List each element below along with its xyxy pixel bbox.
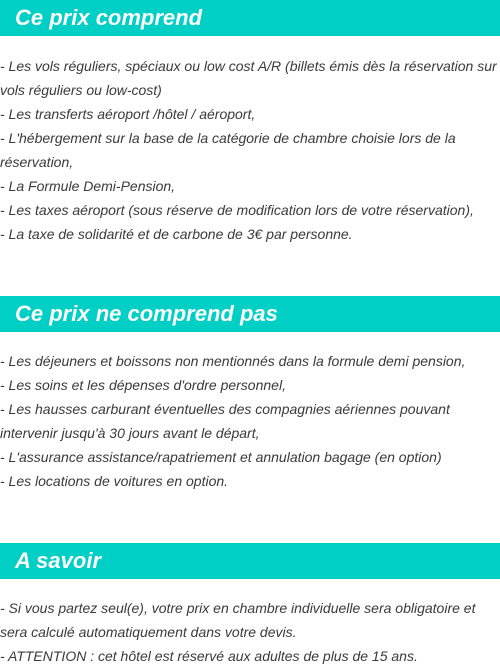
section-title-excludes: Ce prix ne comprend pas (0, 296, 500, 332)
section-price-excludes (0, 296, 500, 493)
list-item: - L'hébergement sur la base de la catégorie de chambre choisie lors de la réservation, (0, 130, 456, 170)
list-item: - ATTENTION : cet hôtel est réservé aux adultes de plus de 15 ans. (0, 648, 418, 664)
list-item: - Les taxes aéroport (sous réserve de modification lors de votre réservation), (0, 202, 474, 218)
list-item: - Si vous partez seul(e), votre prix en chambre individuelle sera obligatoire et sera calculé automatiquement dans votre devis. (0, 600, 476, 640)
list-item: - La Formule Demi-Pension, (0, 178, 176, 194)
section-good-to-know (0, 543, 500, 668)
list-item: - Les vols réguliers, spéciaux ou low cost A/R (billets émis dès la réservation sur vols réguliers ou low-cost) (0, 58, 497, 98)
list-item: - Les locations de voitures en option. (0, 473, 229, 489)
excludes-list (0, 349, 500, 493)
section-price-includes (0, 0, 500, 246)
list-item: - Les soins et les dépenses d'ordre personnel, (0, 377, 286, 393)
list-item: - L'assurance assistance/rapatriement et annulation bagage (en option) (0, 449, 442, 465)
list-item: - Les hausses carburant éventuelles des compagnies aériennes pouvant intervenir jusqu'à 30 jours avant le départ, (0, 401, 450, 441)
list-item: - Les déjeuners et boissons non mentionnés dans la formule demi pension, (0, 353, 466, 369)
list-item: - La taxe de solidarité et de carbone de 3€ par personne. (0, 226, 353, 242)
know-list (0, 596, 500, 668)
section-title-know: A savoir (0, 543, 500, 579)
section-title-includes: Ce prix comprend (0, 0, 500, 36)
list-item: - Les transferts aéroport /hôtel / aéroport, (0, 106, 256, 122)
includes-list (0, 54, 500, 246)
